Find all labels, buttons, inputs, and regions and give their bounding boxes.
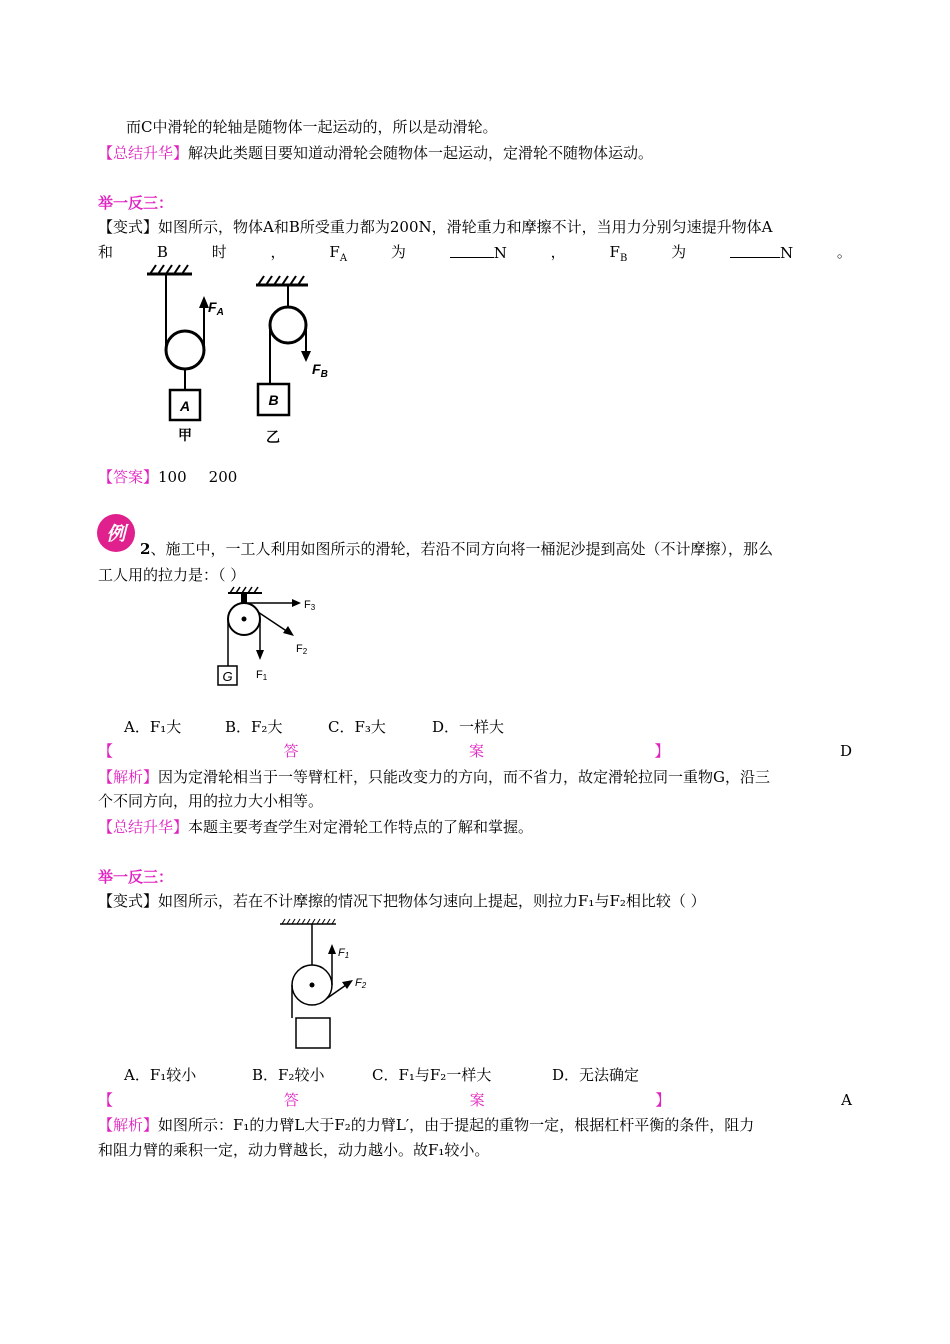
blank-fb: N bbox=[730, 241, 793, 270]
option-a: A．F₁较小 bbox=[124, 1066, 197, 1084]
force-label-f3: F3 bbox=[304, 599, 316, 612]
blank-fa: N bbox=[450, 241, 507, 270]
force-fa: $F_A$ bbox=[329, 243, 348, 264]
word: B bbox=[156, 243, 168, 261]
weight-label-g: G bbox=[222, 669, 233, 684]
option-d: D．一样大 bbox=[432, 718, 505, 736]
example2-question-line2: 工人用的拉力是：（ ） bbox=[98, 566, 246, 584]
word: ， bbox=[270, 243, 286, 261]
option-b: B．F₂较小 bbox=[252, 1066, 325, 1084]
example2-question-line1 bbox=[140, 538, 852, 560]
summary-1 bbox=[98, 142, 852, 164]
practice-heading-1: 举一反三： bbox=[98, 194, 174, 212]
example2-analysis-line2: 个不同方向，用的拉力大小相等。 bbox=[98, 792, 324, 810]
practice1-answer bbox=[98, 466, 852, 488]
practice2-analysis-line2: 和阻力臂的乘积一定，动力臂越长，动力越小。故F₁较小。 bbox=[98, 1141, 490, 1159]
practice1-question-line1 bbox=[98, 216, 852, 238]
practice1-question-text: 如图所示，物体A和B所受重力都为200N，滑轮重力和摩擦不计，当用力分别匀速提升物体A bbox=[158, 218, 773, 236]
summary-text: 解决此类题目要知道动滑轮会随物体一起运动，定滑轮不随物体运动。 bbox=[188, 144, 654, 162]
intro-line: 而C中滑轮的轮轴是随物体一起运动的，所以是动滑轮。 bbox=[126, 118, 498, 136]
force-label-f2: F2 bbox=[355, 977, 367, 990]
answer-open: 【 bbox=[98, 742, 114, 760]
answer-char: 案 bbox=[469, 1091, 485, 1109]
variant-tag: 【变式】 bbox=[98, 892, 159, 910]
word: 为 bbox=[671, 243, 687, 261]
block-b-label: B bbox=[268, 392, 279, 408]
summary-tag: 【总结升华】 bbox=[98, 144, 189, 162]
example2-analysis-line1 bbox=[98, 766, 852, 788]
answer-tag: 【答案】 bbox=[98, 468, 159, 486]
summary-tag: 【总结升华】 bbox=[98, 818, 189, 836]
answer-value: A bbox=[841, 1091, 852, 1109]
analysis-tag: 【解析】 bbox=[98, 768, 159, 786]
force-label-f1: F1 bbox=[338, 947, 350, 960]
word: 时 bbox=[211, 243, 227, 261]
word: ， bbox=[550, 243, 566, 261]
analysis-text: 如图所示：F₁的力臂L大于F₂的力臂L′，由于提起的重物一定，根据杠杆平衡的条件，阻力 bbox=[158, 1116, 755, 1134]
option-a: A．F₁大 bbox=[124, 718, 182, 736]
practice2-answer bbox=[98, 1089, 852, 1111]
answer-char: 案 bbox=[468, 742, 484, 760]
word: 和 bbox=[98, 243, 114, 261]
force-label-fa: $F_A$ bbox=[208, 299, 224, 318]
figure-jia-label: 甲 bbox=[178, 427, 192, 443]
force-fb: $F_B$ bbox=[609, 243, 628, 264]
practice2-question-text: 如图所示，若在不计摩擦的情况下把物体匀速向上提起，则拉力F₁与F₂相比较（ ） bbox=[158, 892, 706, 910]
practice2-question bbox=[98, 890, 852, 912]
answer-char: 答 bbox=[283, 742, 299, 760]
answer-close: 】 bbox=[654, 742, 670, 760]
answer-char: 答 bbox=[283, 1091, 299, 1109]
option-d: D．无法确定 bbox=[552, 1066, 640, 1084]
practice2-analysis-line1 bbox=[98, 1114, 852, 1136]
pulley-figure-3 bbox=[276, 916, 376, 1050]
answer-value: D bbox=[839, 742, 852, 760]
option-c: C．F₁与F₂一样大 bbox=[372, 1066, 492, 1084]
word: 为 bbox=[390, 243, 406, 261]
option-c: C．F₃大 bbox=[328, 718, 386, 736]
word: 。 bbox=[836, 243, 852, 261]
answer-open: 【 bbox=[98, 1091, 114, 1109]
example-badge bbox=[96, 512, 138, 554]
example-badge-label: 例 bbox=[106, 524, 126, 545]
practice-heading-2: 举一反三： bbox=[98, 868, 174, 886]
option-b: B．F₂大 bbox=[225, 718, 283, 736]
analysis-tag: 【解析】 bbox=[98, 1116, 159, 1134]
figure-yi-label: 乙 bbox=[266, 429, 280, 445]
pulley-figure-2 bbox=[212, 586, 322, 690]
summary-text: 本题主要考查学生对定滑轮工作特点的了解和掌握。 bbox=[188, 818, 534, 836]
example-number: 2 bbox=[140, 540, 151, 558]
answer-a: 100 bbox=[158, 468, 187, 486]
analysis-text: 因为定滑轮相当于一等臂杠杆，只能改变力的方向，而不省力，故定滑轮拉同一重物G，沿三 bbox=[158, 768, 771, 786]
force-label-f2: F2 bbox=[296, 643, 308, 656]
example2-summary bbox=[98, 816, 852, 838]
answer-close: 】 bbox=[655, 1091, 671, 1109]
example2-question-text: 、施工中，一工人利用如图所示的滑轮，若沿不同方向将一桶泥沙提到高处（不计摩擦），那么 bbox=[150, 540, 773, 558]
force-label-fb: $F_B$ bbox=[312, 361, 328, 380]
example2-answer bbox=[98, 740, 852, 762]
pulley-figure-1 bbox=[140, 262, 340, 450]
answer-b: 200 bbox=[208, 468, 238, 486]
block-a-label: A bbox=[179, 398, 191, 414]
force-label-f1: F1 bbox=[256, 669, 268, 682]
variant-tag: 【变式】 bbox=[98, 218, 159, 236]
